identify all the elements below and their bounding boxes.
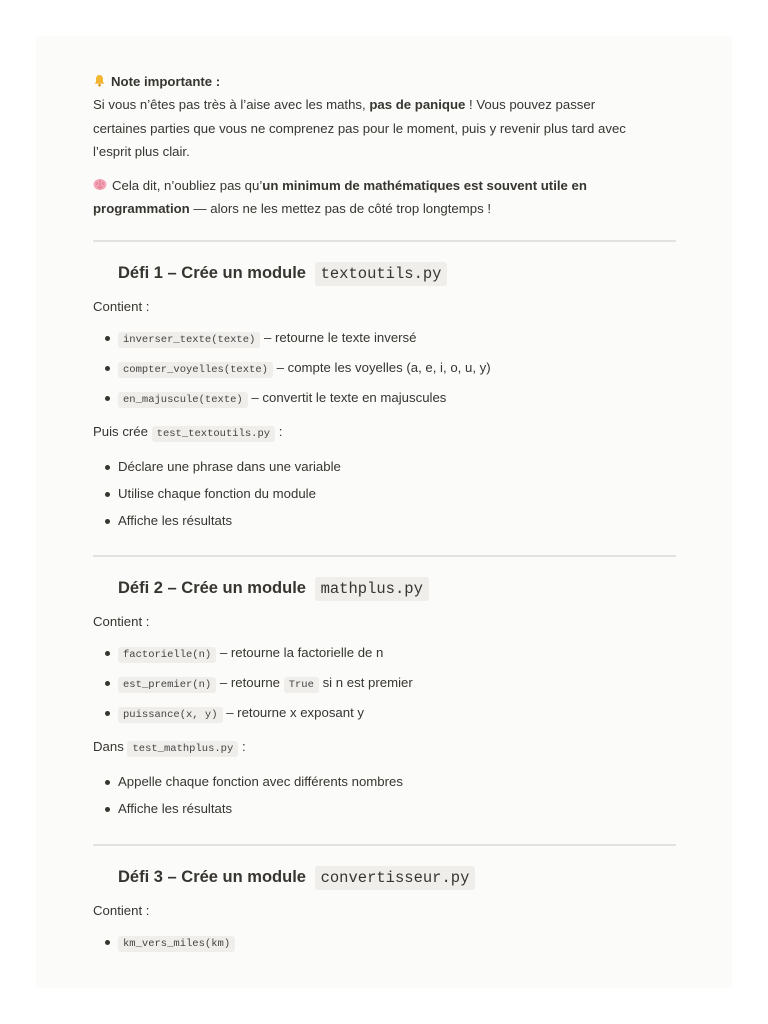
function-description: – retourne x exposant y	[226, 705, 365, 721]
defi-1-section	[93, 240, 676, 534]
defi-2-function-list	[93, 639, 676, 729]
note-brain-bold2: programmation	[93, 201, 190, 217]
test-suffix: :	[278, 424, 283, 440]
function-code: en_majuscule(texte)	[118, 392, 248, 408]
function-description: – retourne la factorielle de n	[219, 645, 384, 661]
list-item: Utilise chaque fonction du module	[93, 480, 676, 507]
test-file-name: test_textoutils.py	[152, 426, 275, 442]
divider	[93, 555, 676, 557]
function-description: – convertit le texte en majuscules	[251, 390, 447, 406]
defi-2-title: Défi 2 – Crée un module	[118, 579, 306, 597]
note-title: Note importante :	[111, 74, 221, 89]
function-code: factorielle(n)	[118, 647, 216, 663]
brain-icon	[93, 178, 107, 191]
list-item: Appelle chaque fonction avec différents nombres	[93, 768, 676, 795]
note-title-line	[93, 70, 676, 93]
note-intro-text-a: Si vous n’êtes pas très à l’aise avec les maths,	[93, 97, 366, 113]
note-intro	[93, 93, 676, 163]
list-item: Déclare une phrase dans une variable	[93, 453, 676, 480]
defi-1-function-list	[93, 324, 676, 414]
test-suffix: :	[241, 739, 246, 755]
defi-3-module-name: convertisseur.py	[315, 866, 476, 890]
defi-1-test-line	[93, 420, 676, 446]
note-brain-paragraph	[93, 174, 676, 221]
defi-2-heading	[93, 573, 676, 604]
function-description-tail: si n est premier	[322, 675, 413, 691]
list-item	[93, 384, 676, 414]
list-item	[93, 669, 676, 699]
function-description: – retourne le texte inversé	[264, 330, 417, 346]
defi-2-test-line	[93, 735, 676, 761]
defi-1-module-name: textoutils.py	[315, 262, 448, 286]
defi-3-contient: Contient :	[93, 903, 150, 918]
document-content	[93, 70, 676, 951]
list-item	[93, 639, 676, 669]
defi-1-title: Défi 1 – Crée un module	[118, 264, 306, 282]
function-code: est_premier(n)	[118, 677, 216, 693]
test-prefix: Dans	[93, 739, 124, 755]
defi-3-title: Défi 3 – Crée un module	[118, 868, 306, 886]
note-brain-text-b: — alors ne les mettez pas de côté trop longtemps !	[193, 201, 491, 217]
list-item	[93, 699, 676, 729]
defi-2-contient: Contient :	[93, 614, 150, 629]
list-item: Affiche les résultats	[93, 795, 676, 822]
function-code: puissance(x, y)	[118, 707, 223, 723]
defi-1-contient: Contient :	[93, 299, 150, 314]
inline-code: True	[284, 677, 319, 693]
note-intro-text-b: ! Vous pouvez passer	[469, 97, 596, 113]
divider	[93, 240, 676, 242]
defi-3-function-list	[93, 928, 676, 958]
test-prefix: Puis crée	[93, 424, 148, 440]
list-item	[93, 324, 676, 354]
defi-3-heading	[93, 862, 676, 893]
defi-2-module-name: mathplus.py	[315, 577, 429, 601]
function-description: – compte les voyelles (a, e, i, o, u, y)	[276, 360, 491, 376]
list-item: Affiche les résultats	[93, 507, 676, 534]
function-code: inverser_texte(texte)	[118, 332, 260, 348]
test-file-name: test_mathplus.py	[127, 741, 238, 757]
divider	[93, 844, 676, 846]
function-description: – retourne	[219, 675, 281, 691]
function-code: km_vers_miles(km)	[118, 936, 235, 952]
defi-3-section	[93, 844, 676, 958]
list-item	[93, 354, 676, 384]
document-page	[36, 36, 732, 988]
defi-1-steps-list	[93, 453, 676, 534]
defi-2-section	[93, 555, 676, 822]
note-brain-text-a: Cela dit, n’oubliez pas qu’	[112, 177, 263, 193]
defi-2-steps-list	[93, 768, 676, 822]
note-intro-bold: pas de panique	[369, 97, 466, 113]
bell-icon	[93, 74, 106, 87]
function-code: compter_voyelles(texte)	[118, 362, 273, 378]
note-intro-line2: certaines parties que vous ne comprenez pas pour le moment, puis y revenir plus tard avec	[93, 120, 626, 136]
note-intro-line3: l’esprit plus clair.	[93, 144, 190, 160]
list-item	[93, 928, 676, 958]
note-brain-bold1: un minimum de mathématiques est souvent utile en	[262, 177, 587, 193]
defi-1-heading	[93, 258, 676, 289]
